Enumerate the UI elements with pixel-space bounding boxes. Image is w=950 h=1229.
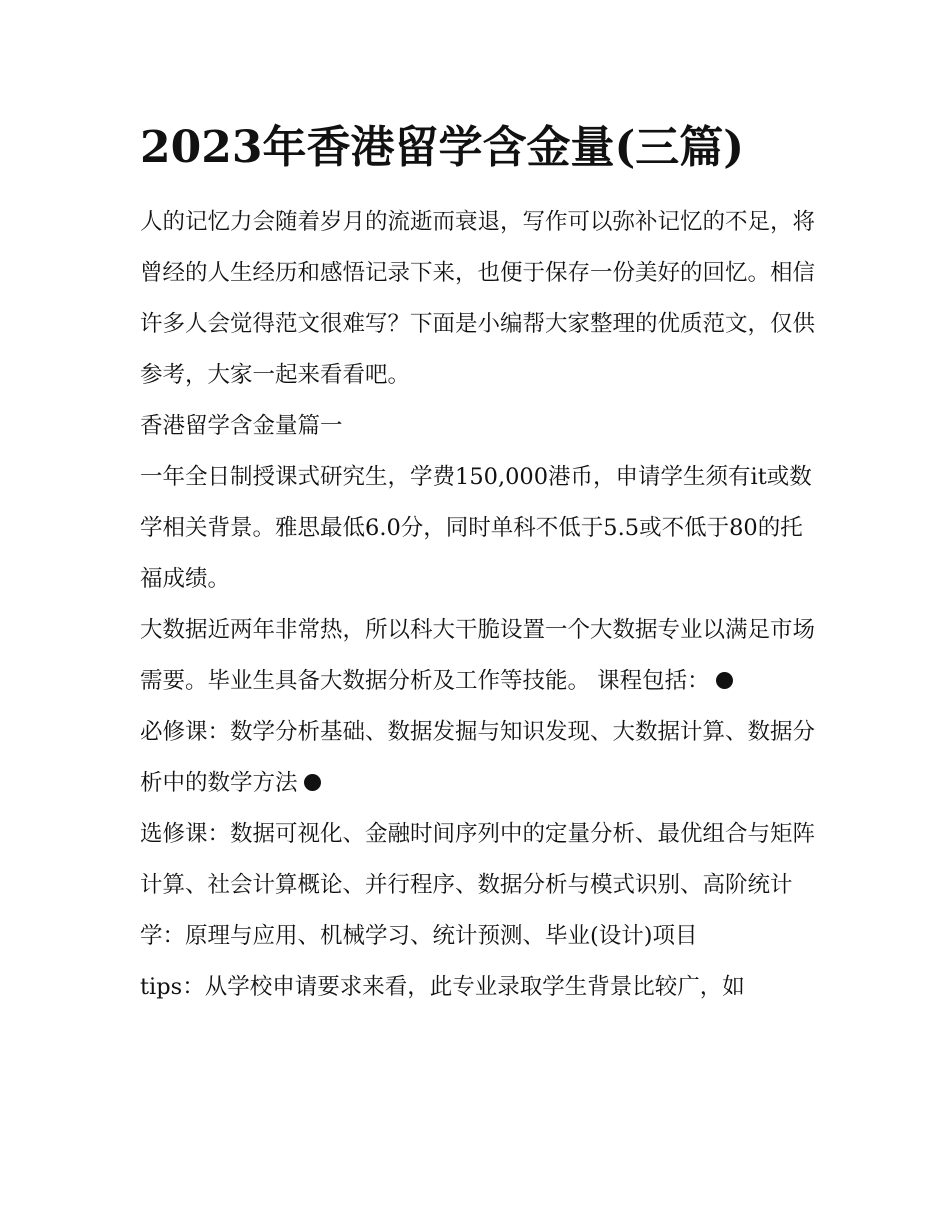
elective-courses-paragraph: 选修课：数据可视化、金融时间序列中的定量分析、最优组合与矩阵计算、社会计算概论、并行程序、数据分析与模式识别、高阶统计学：原理与应用、机械学习、统计预测、毕业(设计)项目 [140,821,816,949]
program-info-paragraph: 一年全日制授课式研究生，学费150,000港币，申请学生须有it或数学相关背景。雅思最低6.0分，同时单科不低于5.5或不低于80的托福成绩。 [140,464,812,592]
required-courses-text: 必修课：数学分析基础、数据发掘与知识发现、大数据计算、数据分析中的数学方法 [140,719,816,796]
section-heading: 香港留学含金量篇一 [140,413,343,439]
document-title: 2023年香港留学含金量(三篇) [140,122,745,173]
tips-paragraph: tips：从学校申请要求来看，此专业录取学生背景比较广，如 [140,974,745,1000]
required-courses-paragraph [140,707,815,809]
program-description-text: 大数据近两年非常热，所以科大干脆设置一个大数据专业以满足市场需要。毕业生具备大数据分析及工作等技能。 课程包括： [140,617,816,694]
program-description-paragraph [140,605,815,707]
document-body [140,197,815,1013]
intro-paragraph: 人的记忆力会随着岁月的流逝而衰退，写作可以弥补记忆的不足，将曾经的人生经历和感悟记录下来，也便于保存一份美好的回忆。相信许多人会觉得范文很难写？下面是小编帮大家整理的优质范文，仅供参考，大家一起来看看吧。 [140,209,816,388]
bullet-icon [716,672,733,689]
bullet-icon [304,774,321,791]
